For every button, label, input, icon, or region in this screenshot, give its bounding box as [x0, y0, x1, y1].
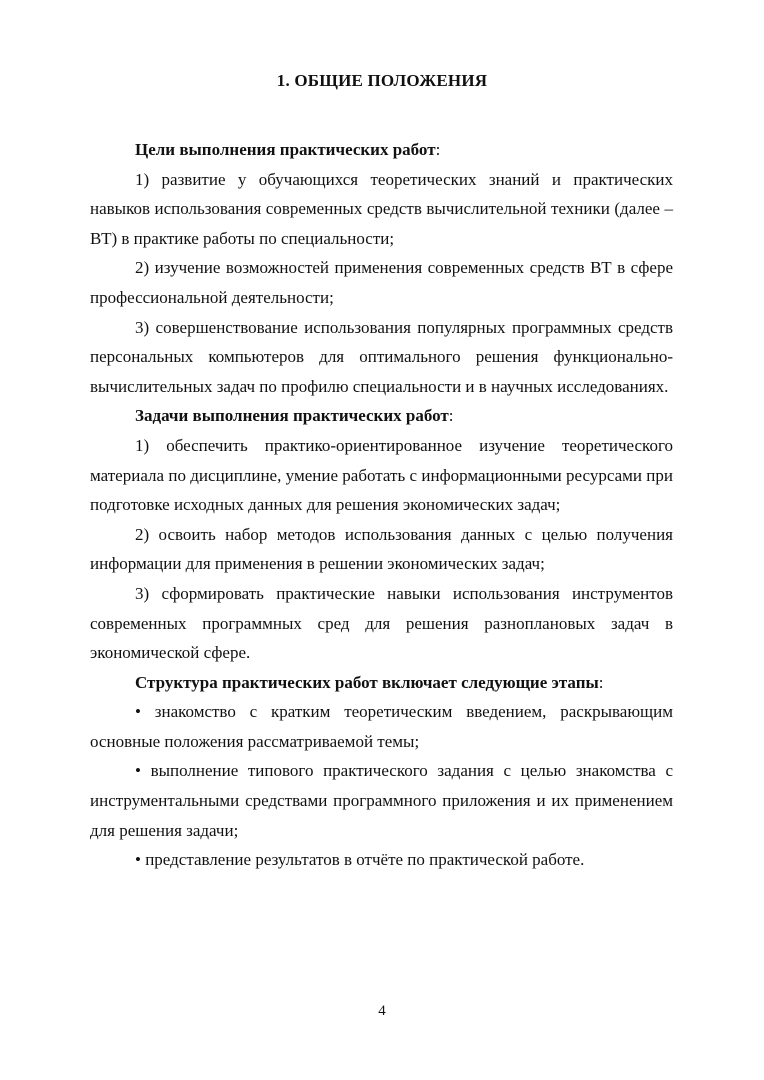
goals-title-text: Цели выполнения практических работ	[135, 140, 436, 159]
goals-title	[90, 135, 673, 165]
tasks-item-2: 2) освоить набор методов использования данных с целью получения информации для применения в решении экономических задач;	[90, 524, 673, 574]
goals-item-1: 1) развитие у обучающихся теоретических знаний и практических навыков использования современных средств вычислительной техники (далее – ВТ) в практике работы по специальности;	[90, 169, 673, 248]
tasks-title	[90, 401, 673, 431]
tasks-item-1: 1) обеспечить практико-ориентированное изучение теоретического материала по дисциплине, умение работать с информационными ресурсами при подготовке исходных данных для решения экономических задач;	[90, 435, 673, 515]
structure-item-2	[90, 756, 673, 845]
tasks-title-colon: :	[448, 406, 454, 426]
structure-title-text: Структура практических работ включает следующие этапы	[135, 672, 599, 692]
structure-item-2-text: выполнение типового практического задания с целью знакомства с инструментальными средствами программного приложения и их применением для решения задачи;	[90, 761, 674, 840]
structure-title	[90, 668, 673, 698]
goals-title-colon: :	[435, 140, 441, 159]
page-number: 4	[378, 1003, 386, 1019]
bullet-icon: •	[135, 850, 141, 870]
structure-item-3-text: представление результатов в отчёте по практической работе.	[145, 850, 585, 870]
tasks-title-text: Задачи выполнения практических работ	[135, 406, 449, 426]
section-heading: 1. ОБЩИЕ ПОЛОЖЕНИЯ	[276, 71, 488, 90]
tasks-item-3: 3) сформировать практические навыки использования инструментов современных программных сред для решения разноплановых задач в экономической сфере.	[90, 583, 673, 663]
goals-item-3: 3) совершенствование использования популярных программных средств персональных компьютеров для оптимального решения функционально-вычислительных задач по профилю специальности и в научных исследованиях.	[90, 317, 673, 396]
goals-item-2: 2) изучение возможностей применения современных средств ВТ в сфере профессиональной деятельности;	[90, 258, 673, 307]
structure-title-colon: :	[598, 672, 604, 692]
body-text	[90, 135, 673, 875]
structure-item-1-text: знакомство с кратким теоретическим введением, раскрывающим основные положения рассматриваемой темы;	[90, 702, 674, 751]
structure-item-1	[90, 697, 673, 756]
bullet-icon: •	[135, 761, 141, 781]
bullet-icon: •	[135, 702, 141, 722]
structure-item-3	[90, 845, 673, 875]
